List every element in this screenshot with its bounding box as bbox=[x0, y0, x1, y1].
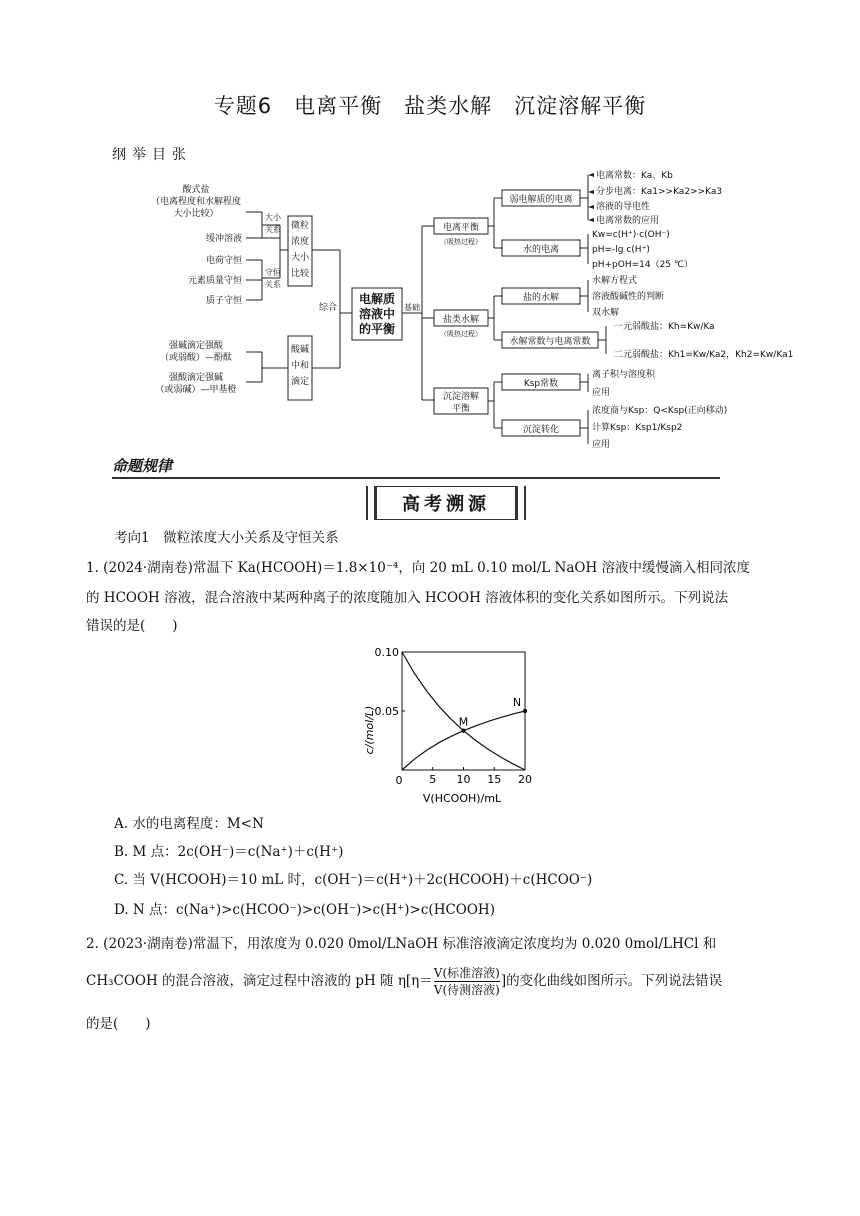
section-rule bbox=[112, 477, 720, 479]
mm-item: （或弱酸）—酚酞 bbox=[159, 353, 233, 363]
topic-line: 考向1 微粒浓度大小关系及守恒关系 bbox=[114, 530, 339, 546]
mm-leaf: 水解方程式 bbox=[592, 276, 638, 286]
mm-box-text: 沉淀转化 bbox=[522, 425, 560, 435]
mm-center: 溶液中 bbox=[358, 307, 396, 321]
mm-rel: 守恒 bbox=[265, 268, 281, 277]
q2-stem-1: 2. (2023·湖南卷)常温下，用浓度为 0.020 0mol/LNaOH 标准溶液滴定浓度均为 0.020 0mol/LHCl 和 bbox=[86, 936, 717, 952]
x-axis-label: V(HCOOH)/mL bbox=[422, 792, 502, 805]
banner-bar-left bbox=[366, 486, 376, 520]
q1-option-c: C. 当 V(HCOOH)＝10 mL 时，c(OH⁻)＝c(H⁺)＋2c(HCOOH)＋c(HCOO⁻) bbox=[114, 872, 593, 888]
mm-box-text: 水解常数与电离常数 bbox=[509, 337, 591, 347]
mm-leaf: 分步电离：Ka1>>Ka2>>Ka3 bbox=[596, 187, 723, 197]
mm-box-text: 比较 bbox=[290, 269, 310, 279]
mm-box-text: 酸碱 bbox=[290, 345, 310, 355]
section-subheading: 纲举目张 bbox=[112, 147, 192, 163]
q1-stem-2: 的 HCOOH 溶液，混合溶液中某两种离子的浓度随加入 HCOOH 溶液体积的变化关系如图所示。下列说法 bbox=[86, 590, 729, 606]
y-tick-label: 0.10 bbox=[374, 646, 399, 659]
frac-denominator: V(待测溶液) bbox=[433, 983, 500, 997]
mm-box-text: 盐类水解 bbox=[442, 315, 480, 325]
mm-box-text: 滴定 bbox=[290, 377, 310, 387]
mm-box-text: 水的电离 bbox=[522, 245, 560, 255]
point-N bbox=[523, 709, 527, 713]
origin-label: 0 bbox=[395, 774, 403, 787]
mm-item: 酸式盐 bbox=[182, 185, 210, 195]
knowledge-mindmap bbox=[130, 160, 794, 450]
mm-leaf: Kw=c(H⁺)·c(OH⁻) bbox=[592, 230, 670, 240]
mm-leaf: 应用 bbox=[592, 440, 611, 450]
mm-leaf: 溶液酸碱性的判断 bbox=[592, 292, 665, 302]
mm-center: 电解质 bbox=[358, 292, 396, 306]
mm-leaf: pH+pOH=14（25 ℃） bbox=[592, 260, 693, 270]
point-M bbox=[461, 729, 465, 733]
mm-box-text: 中和 bbox=[290, 361, 310, 371]
series-line-1 bbox=[402, 652, 525, 770]
mm-leaf: 电离常数的应用 bbox=[596, 216, 660, 226]
mm-item: 质子守恒 bbox=[205, 296, 242, 306]
mm-sub: （吸热过程） bbox=[440, 330, 482, 338]
y-tick-label: 0.05 bbox=[374, 705, 399, 718]
banner bbox=[366, 486, 526, 520]
mm-item: 大小比较） bbox=[173, 209, 219, 219]
mm-item: 元素质量守恒 bbox=[187, 276, 242, 286]
mm-box-text: 弱电解质的电离 bbox=[509, 195, 573, 205]
mm-sub: （吸热过程） bbox=[440, 238, 482, 246]
mm-item: （电离程度和水解程度 bbox=[150, 197, 242, 207]
section-label: 命题规律 bbox=[112, 457, 173, 475]
concentration-chart bbox=[355, 642, 545, 810]
x-tick-label: 20 bbox=[518, 773, 532, 786]
q1-stem-1: 1. (2024·湖南卷)常温下 Ka(HCOOH)＝1.8×10⁻⁴，向 20 mL 0.10 mol/L NaOH 溶液中缓慢滴入相同浓度 bbox=[86, 560, 751, 576]
mm-item: 强碱滴定强酸 bbox=[168, 341, 224, 351]
x-tick-label: 10 bbox=[456, 773, 471, 786]
mm-box-text: 平衡 bbox=[451, 404, 471, 414]
x-tick-label: 5 bbox=[429, 773, 437, 786]
mm-link: 综合 bbox=[318, 303, 338, 313]
mm-box-text: 电离平衡 bbox=[442, 223, 480, 233]
mm-leaf: 电离常数：Ka、Kb bbox=[596, 171, 673, 181]
mm-box-text: 盐的水解 bbox=[522, 293, 560, 303]
q2-stem-2a: CH₃COOH 的混合溶液，滴定过程中溶液的 pH 随 η[η＝ bbox=[86, 973, 433, 989]
mm-rel: 大小 bbox=[265, 213, 281, 222]
q1-option-b: B. M 点：2c(OH⁻)＝c(Na⁺)＋c(H⁺) bbox=[114, 844, 344, 860]
mm-leaf: 一元弱酸盐：Kh=Kw/Ka bbox=[614, 322, 715, 332]
banner-bar-right bbox=[516, 486, 526, 520]
q2-stem-3: 的是( ) bbox=[86, 1016, 151, 1032]
mm-box-text: 微粒 bbox=[290, 221, 310, 231]
q2-stem-2b: ]的变化曲线如图所示。下列说法错误 bbox=[500, 973, 723, 989]
mm-item: 缓冲溶液 bbox=[205, 234, 242, 244]
q2-stem-2 bbox=[86, 962, 776, 1000]
mm-item: 强酸滴定强碱 bbox=[168, 373, 224, 383]
mm-leaf: 应用 bbox=[592, 388, 611, 398]
plot-frame bbox=[402, 652, 525, 770]
point-label-M: M bbox=[458, 715, 469, 729]
mm-rel: 关系 bbox=[265, 280, 281, 289]
mm-leaf: 浓度商与Ksp：Q<Ksp(正向移动) bbox=[592, 406, 728, 416]
mm-leaf: 离子积与溶度积 bbox=[592, 370, 656, 380]
mm-rel: 关系 bbox=[265, 225, 281, 234]
mm-box-text: Ksp常数 bbox=[523, 379, 559, 389]
mm-box-text: 浓度 bbox=[290, 237, 310, 247]
frac-numerator: V(标准溶液) bbox=[433, 966, 500, 980]
mm-item: 电荷守恒 bbox=[205, 256, 242, 266]
mm-center: 的平衡 bbox=[358, 322, 396, 336]
mm-box-text: 沉淀溶解 bbox=[442, 392, 480, 402]
mm-item: （或弱碱）—甲基橙 bbox=[155, 385, 237, 395]
mm-leaf: 双水解 bbox=[592, 308, 620, 318]
x-tick-label: 15 bbox=[487, 773, 502, 786]
mm-leaf: 计算Ksp：Ksp1/Ksp2 bbox=[592, 423, 683, 433]
y-axis-label: c/(mol/L) bbox=[363, 705, 376, 755]
section-header bbox=[112, 455, 720, 479]
q1-option-d: D. N 点：c(Na⁺)>c(HCOO⁻)>c(OH⁻)>c(H⁺)>c(HCOOH) bbox=[114, 902, 495, 918]
q1-stem-3: 错误的是( ) bbox=[86, 618, 178, 634]
page-title: 专题6 电离平衡 盐类水解 沉淀溶解平衡 bbox=[213, 94, 647, 118]
mm-leaf: 二元弱酸盐：Kh1=Kw/Ka2，Kh2=Kw/Ka1 bbox=[614, 350, 794, 360]
mm-link: 基础 bbox=[404, 303, 420, 312]
banner-title: 高考溯源 bbox=[376, 486, 516, 520]
point-label-N: N bbox=[512, 696, 522, 709]
mm-leaf: 溶液的导电性 bbox=[596, 202, 651, 212]
eta-fraction bbox=[434, 965, 500, 998]
mm-box-text: 大小 bbox=[290, 253, 310, 263]
q1-option-a: A. 水的电离程度：M<N bbox=[114, 816, 264, 832]
mm-leaf: pH=-lg c(H⁺) bbox=[592, 245, 650, 255]
